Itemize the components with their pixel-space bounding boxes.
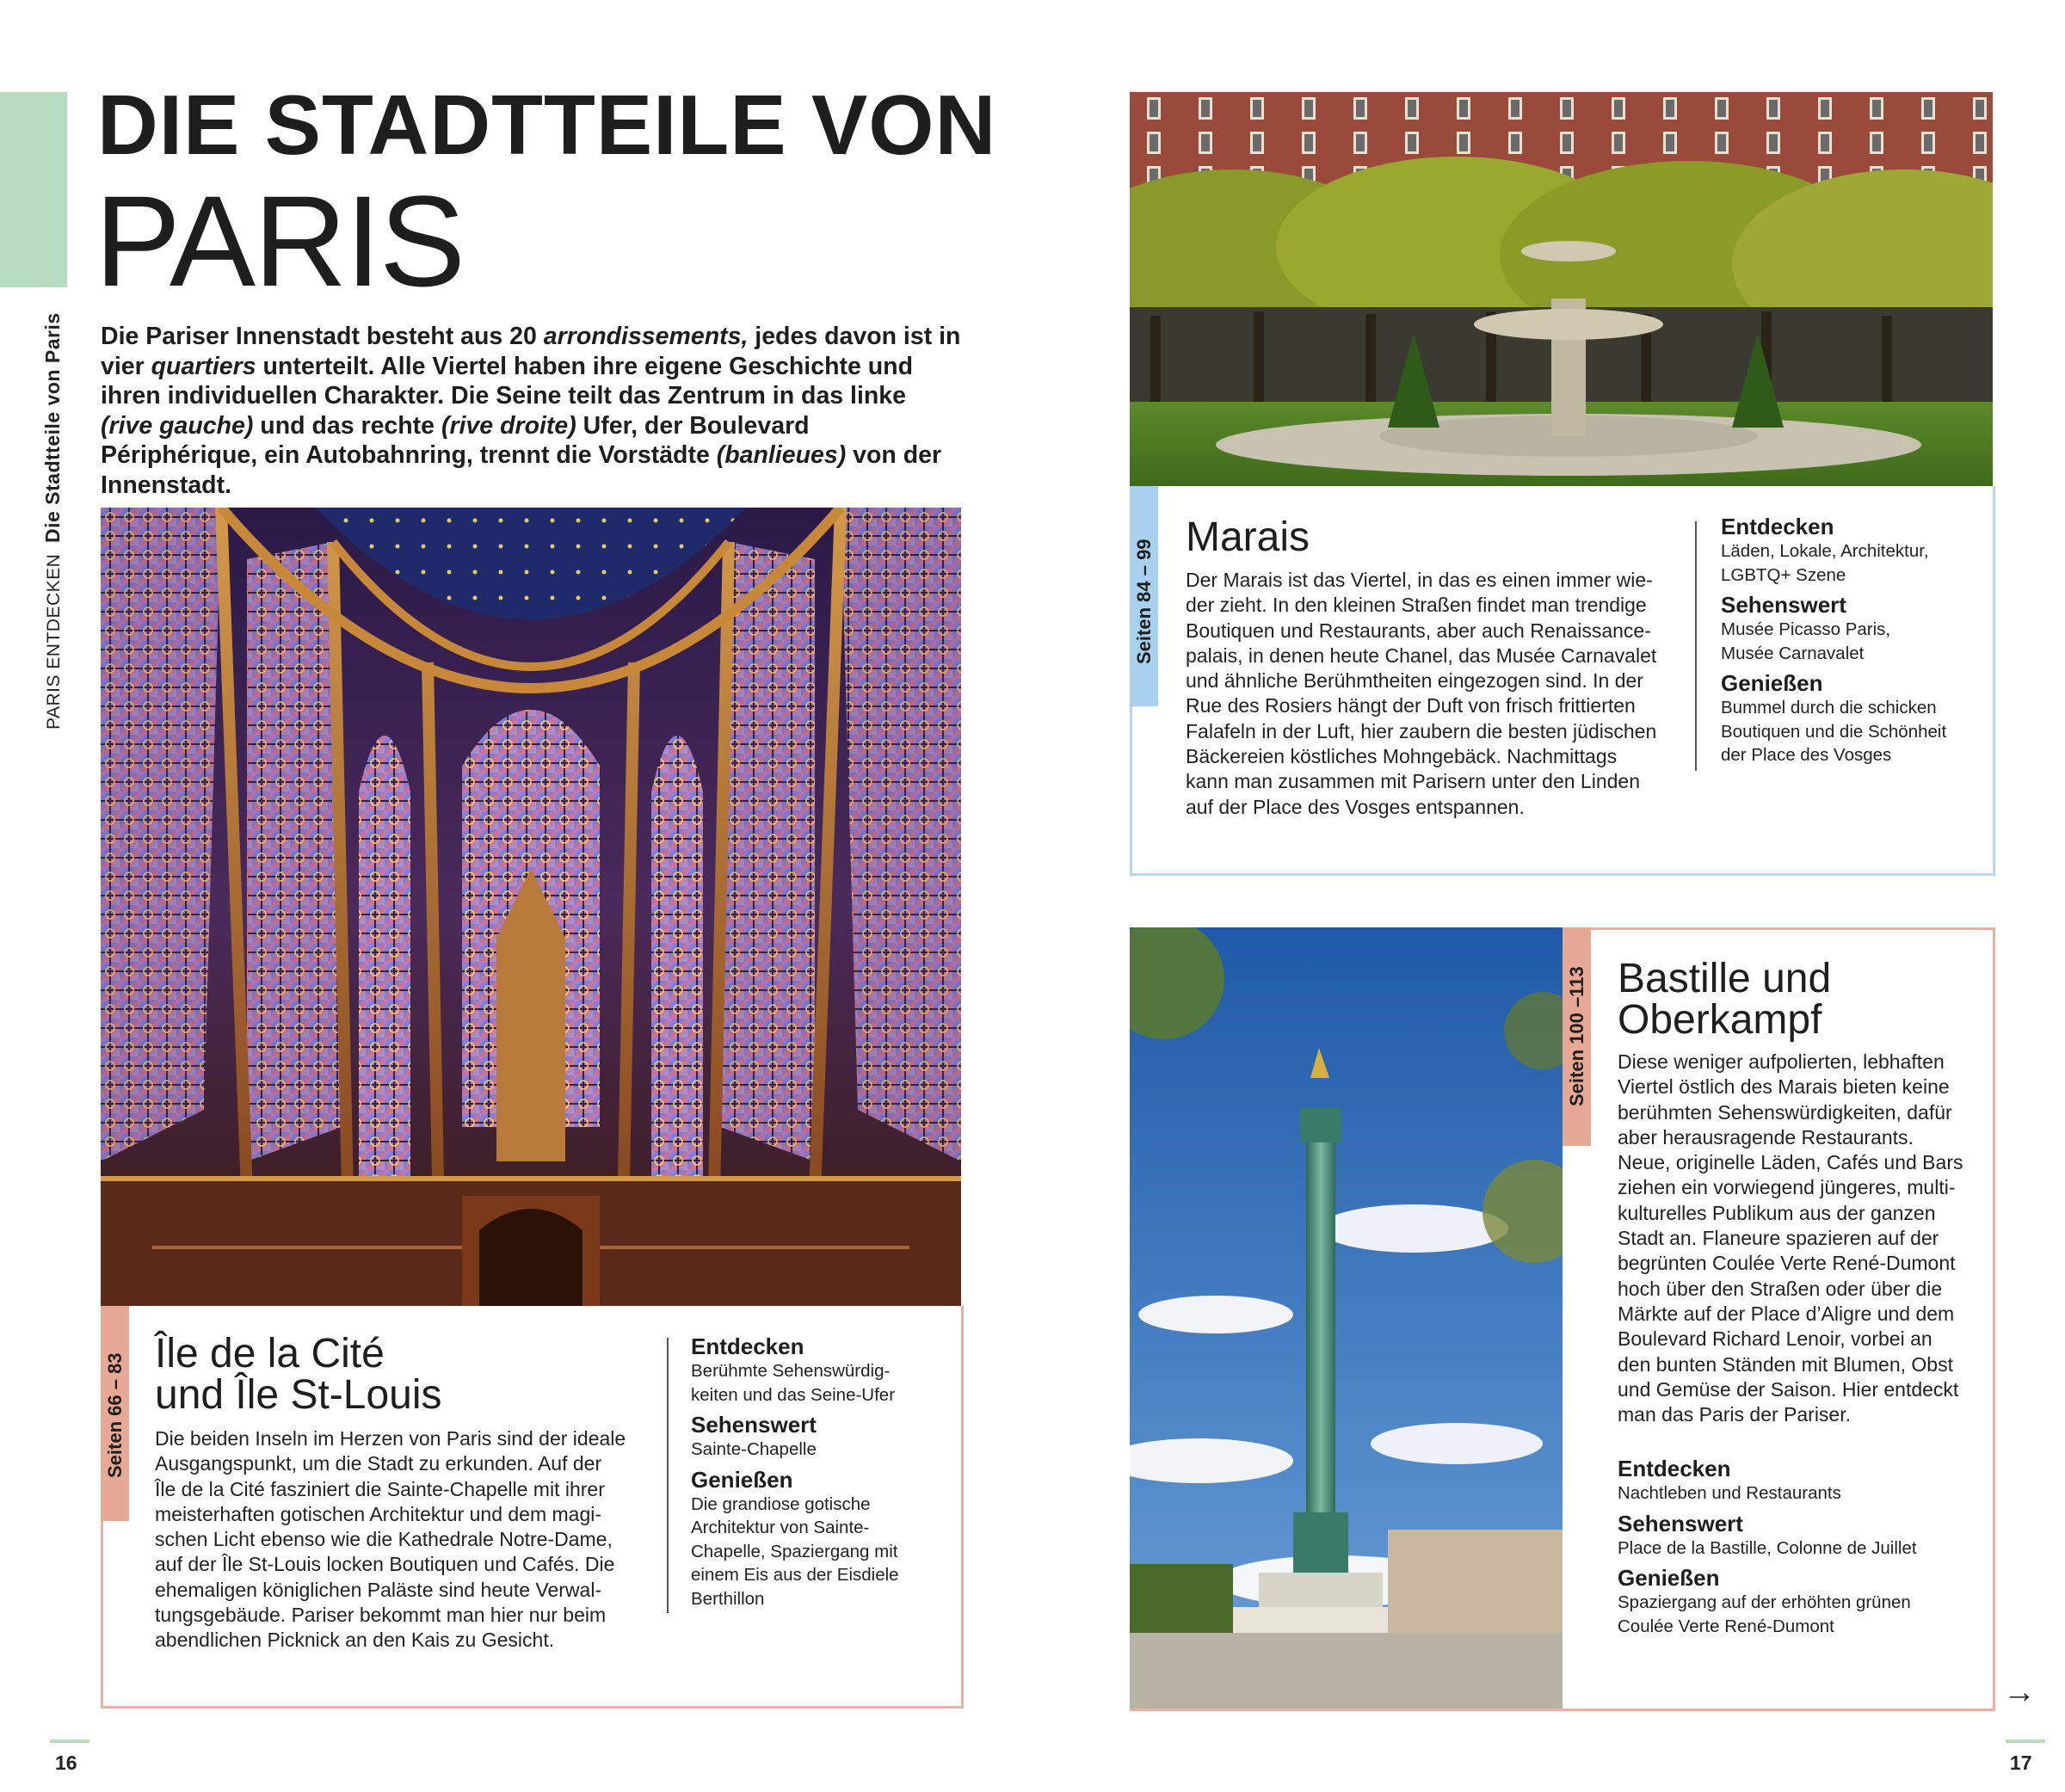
page-title-line1: DIE STADTTEILE VON: [97, 77, 997, 172]
running-header-title: Die Stadtteile von Paris: [41, 312, 64, 543]
body-line: Boulevard Richard Lenoir, vorbei an: [1618, 1327, 1932, 1351]
sainte-chapelle-photo: [101, 508, 961, 1306]
sidebar-text: Nachtleben und Restaurants: [1618, 1483, 1841, 1503]
sidebar-text: Berthillon: [691, 1588, 765, 1609]
body-line: Märkte auf der Place d’Aligre und dem: [1618, 1302, 1955, 1325]
page-title-line2: PARIS: [95, 169, 465, 313]
body-line: man das Paris der Pariser.: [1618, 1403, 1852, 1426]
sidebar-text: Die grandiose gotische: [691, 1493, 871, 1514]
intro-term: (banlieues): [716, 441, 847, 469]
colonne-de-juillet-photo: [1130, 927, 1563, 1709]
body-line: kann man zusammen mit Parisern unter den Linden: [1186, 770, 1641, 793]
body-line: auf der Place des Vosges entspannen.: [1186, 795, 1525, 818]
sidebar-heading-geniessen: Genießen: [1618, 1565, 1720, 1591]
body-line: hoch über den Straßen oder über die: [1618, 1277, 1943, 1300]
body-line: kulturelles Publikum aus der ganzen: [1618, 1201, 1936, 1224]
intro-term: quartiers: [151, 352, 256, 380]
body-line: Diese weniger aufpolierten, lebhaften: [1618, 1050, 1945, 1073]
intro-text: Ufer, der Boulevard Périphérique, ein Autobahnring, trennt die Vorstädte: [101, 411, 810, 469]
sidebar-text: Bummel durch die schicken: [1721, 698, 1937, 717]
intro-text: Die Pariser Innenstadt besteht aus 20: [101, 323, 544, 350]
sidebar-text: Berühmte Sehenswürdig-: [691, 1361, 891, 1381]
body-line: auf der Île St-Louis locken Boutiquen und Cafés. Die: [155, 1553, 615, 1576]
cite-body-text: [155, 1426, 654, 1653]
body-line: aber herausragende Restaurants.: [1618, 1125, 1914, 1148]
body-line: Stadt an. Flaneure spazieren auf der: [1618, 1227, 1939, 1250]
page-number-bar-left: [50, 1740, 89, 1743]
sidebar-text: Coulée Verte René-Dumont: [1618, 1616, 1834, 1636]
sidebar-heading-entdecken: Entdecken: [691, 1333, 804, 1359]
intro-text: und das rechte: [253, 411, 441, 440]
sidebar-text: Architektur von Sainte-: [691, 1518, 870, 1537]
page-number-left: 16: [55, 1752, 77, 1774]
marais-sidebar: [1721, 514, 1988, 767]
marais-divider: [1695, 521, 1697, 771]
body-line: ziehen ein vorwiegend jüngeres, multi-: [1618, 1176, 1956, 1199]
running-header: [41, 312, 65, 730]
sidebar-text: Sainte-Chapelle: [691, 1439, 817, 1459]
body-line: berühmten Sehenswürdigkeiten, dafür: [1618, 1100, 1952, 1124]
intro-term: arrondissements,: [543, 323, 749, 350]
body-line: der zieht. In den kleinen Straßen findet man trendige: [1186, 594, 1647, 617]
sidebar-heading-sehenswert: Sehenswert: [691, 1412, 817, 1438]
body-line: Bäckereien köstliches Mohngebäck. Nachmittags: [1186, 745, 1618, 768]
body-line: begrünten Coulée Verte René-Dumont: [1618, 1252, 1956, 1275]
bastille-title-line2: Oberkampf: [1618, 997, 1822, 1043]
next-page-arrow-icon: →: [2003, 1674, 2036, 1710]
body-line: schen Licht ebenso wie die Kathedrale Notre-Dame,: [155, 1528, 613, 1551]
body-line: Neue, originelle Läden, Cafés und Bars: [1618, 1151, 1963, 1174]
bastille-page-ref: Seiten 100 –113: [1566, 966, 1587, 1106]
body-line: ehemaligen königlichen Paläste sind heute Verwal-: [155, 1578, 602, 1601]
cite-sidebar: [691, 1333, 949, 1610]
sidebar-text: einem Eis aus der Eisdiele: [691, 1565, 899, 1585]
sidebar-text: Boutiquen und die Schönheit: [1721, 721, 1947, 742]
running-header-section: PARIS ENTDECKEN: [44, 553, 64, 730]
cite-title-line1: Île de la Cité: [155, 1331, 385, 1376]
marais-body-text: [1186, 568, 1685, 820]
body-line: den bunten Ständen mit Blumen, Obst: [1618, 1352, 1953, 1376]
body-line: meisterhaften gotischen Architektur und dem magi-: [155, 1502, 602, 1525]
body-line: Rue des Rosiers hängt der Duft von frisch frittierten: [1186, 694, 1636, 717]
body-line: und Gemüse der Saison. Hier entdeckt: [1618, 1377, 1959, 1401]
sidebar-text: der Place des Vosges: [1721, 745, 1892, 765]
intro-paragraph: [101, 322, 961, 500]
bastille-sidebar: [1618, 1456, 1979, 1638]
body-line: tungsgebäude. Pariser bekommt man hier nur beim: [155, 1604, 607, 1627]
page-number-right: 17: [2010, 1752, 2032, 1774]
cite-title-line2: und Île St-Louis: [155, 1372, 442, 1418]
body-line: und ähnliche Berühmtheiten eingezogen sind. In der: [1186, 669, 1643, 693]
sidebar-text: keiten und das Seine-Ufer: [691, 1384, 896, 1405]
body-line: Der Marais ist das Viertel, in das es einen immer wie-: [1186, 569, 1653, 591]
sidebar-text: LGBTQ+ Szene: [1721, 564, 1846, 585]
sidebar-text: Chapelle, Spaziergang mit: [691, 1541, 898, 1561]
sidebar-text: Place de la Bastille, Colonne de Juillet: [1618, 1537, 1917, 1558]
sidebar-heading-entdecken: Entdecken: [1721, 514, 1834, 539]
body-line: palais, in denen heute Chanel, das Musée Carnavalet: [1186, 644, 1657, 667]
sidebar-text: Läden, Lokale, Architektur,: [1721, 541, 1929, 561]
intro-text: jedes davon ist in vier: [101, 323, 961, 380]
body-line: Île de la Cité fasziniert die Sainte-Chapelle mit ihrer: [155, 1477, 605, 1500]
sidebar-heading-geniessen: Genießen: [1721, 670, 1823, 696]
section-color-tab: [0, 92, 67, 287]
intro-text: von der Innenstadt.: [101, 441, 942, 499]
cite-page-ref: Seiten 66 – 83: [104, 1352, 126, 1478]
intro-text: unterteilt. Alle Viertel haben ihre eigene Geschichte und ihren individuellen Charakter. Die Seine teilt das Zentrum in das linke: [101, 352, 913, 410]
intro-term: (rive droite): [441, 411, 576, 440]
sidebar-text: Spaziergang auf der erhöhten grünen: [1618, 1592, 1911, 1612]
body-line: Die beiden Inseln im Herzen von Paris sind der ideale: [155, 1427, 626, 1450]
sidebar-text: Musée Picasso Paris,: [1721, 619, 1891, 639]
page-number-bar-right: [2006, 1740, 2045, 1743]
sidebar-heading-sehenswert: Sehenswert: [1618, 1510, 1743, 1536]
sidebar-heading-sehenswert: Sehenswert: [1721, 592, 1846, 618]
bastille-title-line1: Bastille und: [1618, 956, 1832, 1001]
body-line: abendlichen Picknick an den Kais zu Gesicht.: [155, 1629, 555, 1652]
sidebar-heading-entdecken: Entdecken: [1618, 1456, 1731, 1481]
intro-term: (rive gauche): [101, 411, 254, 440]
body-line: Viertel östlich des Marais bieten keine: [1618, 1075, 1950, 1099]
cite-divider: [667, 1338, 669, 1613]
bastille-body-text: [1618, 1050, 1979, 1427]
body-line: Boutiquen und Restaurants, aber auch Renaissance-: [1186, 619, 1651, 642]
place-des-vosges-photo: [1130, 92, 1993, 486]
body-line: Falafeln in der Luft, hier zaubern die besten jüdischen: [1186, 719, 1657, 742]
sidebar-heading-geniessen: Genießen: [691, 1466, 793, 1493]
marais-page-ref: Seiten 84 – 99: [1133, 539, 1155, 664]
sidebar-text: Musée Carnavalet: [1721, 643, 1865, 663]
marais-title: Marais: [1186, 514, 1310, 560]
body-line: Ausgangspunkt, um die Stadt zu erkunden. Auf der: [155, 1452, 602, 1475]
